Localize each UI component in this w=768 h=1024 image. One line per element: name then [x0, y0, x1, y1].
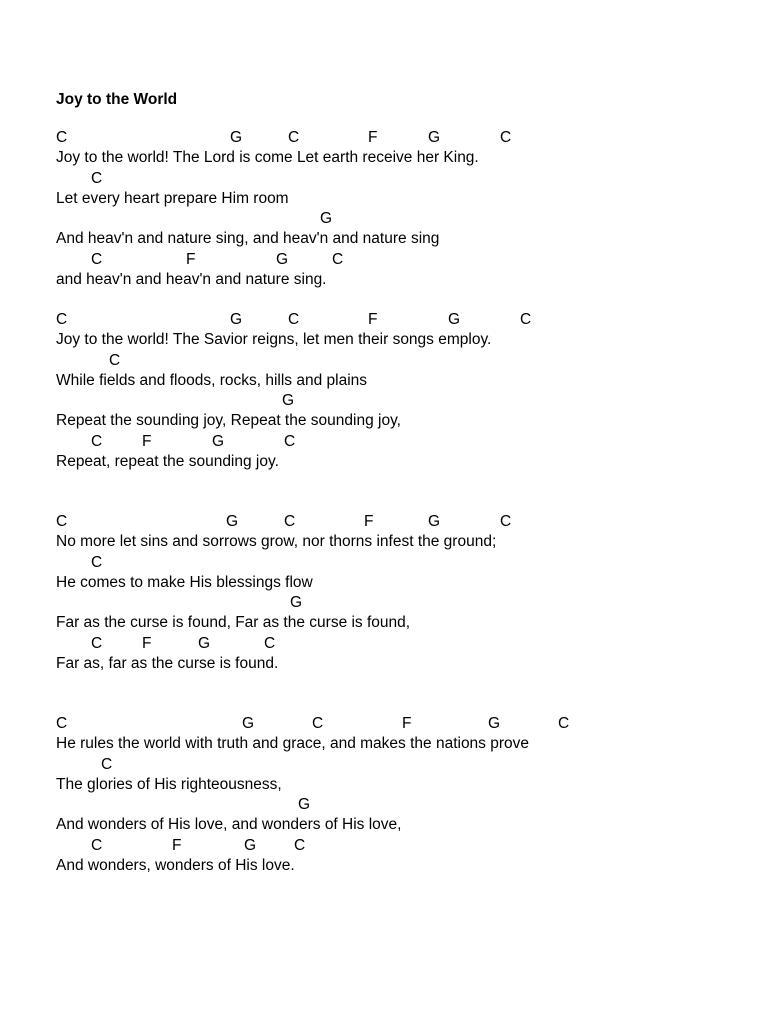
chord: G [276, 251, 289, 268]
chord: C [294, 837, 306, 854]
chord: C [284, 513, 296, 530]
lyric-line: and heav'n and heav'n and nature sing. [56, 271, 327, 288]
song-title: Joy to the World [56, 91, 178, 108]
chord: G [290, 594, 303, 611]
chord: C [264, 635, 276, 652]
chord-line [56, 714, 756, 734]
lyric-line: Repeat, repeat the sounding joy. [56, 453, 279, 470]
chord: G [244, 837, 257, 854]
chord: C [109, 352, 121, 369]
chord-line [56, 209, 756, 229]
chord: F [368, 311, 378, 328]
chord: G [212, 433, 225, 450]
chord: C [101, 756, 113, 773]
lyric-line: Far as the curse is found, Far as the curse is found, [56, 614, 411, 631]
lyric-line: Far as, far as the curse is found. [56, 655, 279, 672]
lyric-line: And wonders of His love, and wonders of His love, [56, 816, 402, 833]
chord-line [56, 391, 756, 411]
chord: G [298, 796, 311, 813]
chord: G [488, 715, 501, 732]
chord: C [288, 311, 300, 328]
lyric-line: Joy to the world! The Savior reigns, let men their songs employ. [56, 331, 492, 348]
chord: C [91, 837, 103, 854]
chord: C [91, 170, 103, 187]
chord-line [56, 351, 756, 371]
chord: G [428, 129, 441, 146]
lyric-line: And heav'n and nature sing, and heav'n and nature sing [56, 230, 440, 247]
chord: F [142, 635, 152, 652]
chord-line [56, 250, 756, 270]
chord-line [56, 553, 756, 573]
chord: C [332, 251, 344, 268]
chord: C [288, 129, 300, 146]
chord: F [368, 129, 378, 146]
chord: G [320, 210, 333, 227]
lyric-line: While fields and floods, rocks, hills and plains [56, 372, 368, 389]
chord: C [284, 433, 296, 450]
chord: C [558, 715, 570, 732]
chord-line [56, 634, 756, 654]
chord: F [402, 715, 412, 732]
chord: G [198, 635, 211, 652]
chord-line [56, 512, 756, 532]
chord-line [56, 169, 756, 189]
chord: C [500, 513, 512, 530]
chord: C [56, 513, 68, 530]
chord: C [91, 433, 103, 450]
lyric-line: Let every heart prepare Him room [56, 190, 289, 207]
chord: F [364, 513, 374, 530]
lyric-line: Joy to the world! The Lord is come Let earth receive her King. [56, 149, 479, 166]
chord-line [56, 593, 756, 613]
chord: C [91, 554, 103, 571]
chord: F [142, 433, 152, 450]
lyric-line: And wonders, wonders of His love. [56, 857, 295, 874]
chord: C [56, 715, 68, 732]
chord: G [242, 715, 255, 732]
chord: G [226, 513, 239, 530]
chord: C [56, 129, 68, 146]
lyric-line: No more let sins and sorrows grow, nor thorns infest the ground; [56, 533, 497, 550]
chord: C [520, 311, 532, 328]
chord: G [282, 392, 295, 409]
chord: C [500, 129, 512, 146]
chord: C [91, 635, 103, 652]
lyric-line: He rules the world with truth and grace, and makes the nations prove [56, 735, 530, 752]
chord-line [56, 795, 756, 815]
chord-line [56, 432, 756, 452]
chord-line [56, 128, 756, 148]
chord: C [56, 311, 68, 328]
chord: F [186, 251, 196, 268]
chord-line [56, 755, 756, 775]
lyric-line: The glories of His righteousness, [56, 776, 282, 793]
chord: C [91, 251, 103, 268]
chord: G [428, 513, 441, 530]
chord: G [230, 311, 243, 328]
chord: G [448, 311, 461, 328]
chord: G [230, 129, 243, 146]
chord: C [312, 715, 324, 732]
chord: F [172, 837, 182, 854]
chord-line [56, 836, 756, 856]
lyric-line: Repeat the sounding joy, Repeat the sounding joy, [56, 412, 401, 429]
chord-line [56, 310, 756, 330]
lyric-line: He comes to make His blessings flow [56, 574, 313, 591]
